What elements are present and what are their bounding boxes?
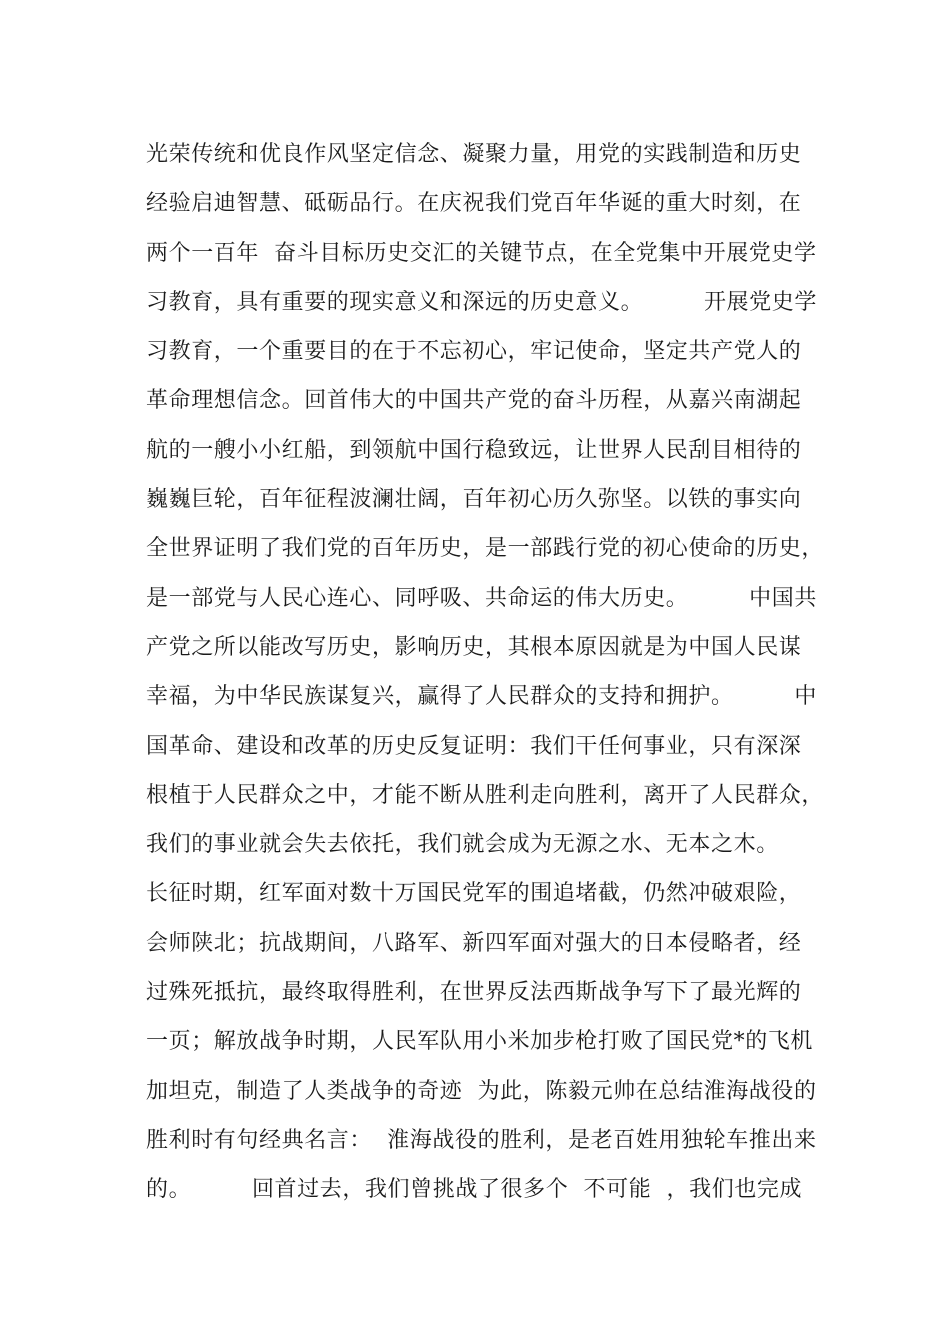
text-line: 会师陕北；抗战期间，八路军、新四军面对强大的日本侵略者，经 — [146, 930, 802, 956]
text-line: 的。 回首过去，我们曾挑战了很多个 不可能 ，我们也完成 — [146, 1177, 803, 1203]
text-line: 国革命、建设和改革的历史反复证明：我们干任何事业，只有深深 — [146, 733, 802, 759]
text-line: 革命理想信念。回首伟大的中国共产党的奋斗历程，从嘉兴南湖起 — [146, 388, 802, 414]
text-line: 产党之所以能改写历史，影响历史，其根本原因就是为中国人民谋 — [146, 634, 802, 660]
text-line: 经验启迪智慧、砥砺品行。在庆祝我们党百年华诞的重大时刻，在 — [146, 191, 802, 217]
text-line: 胜利时有句经典名言： 淮海战役的胜利，是老百姓用独轮车推出来 — [146, 1127, 817, 1153]
text-line: 航的一艘小小红船，到领航中国行稳致远，让世界人民刮目相待的 — [146, 437, 802, 463]
text-line: 过殊死抵抗，最终取得胜利，在世界反法西斯战争写下了最光辉的 — [146, 980, 802, 1006]
text-line: 全世界证明了我们党的百年历史，是一部践行党的初心使命的历史， — [146, 536, 825, 562]
text-line: 根植于人民群众之中，才能不断从胜利走向胜利，离开了人民群众， — [146, 782, 825, 808]
text-line: 长征时期，红军面对数十万国民党军的围追堵截，仍然冲破艰险， — [146, 881, 802, 907]
text-line: 一页；解放战争时期，人民军队用小米加步枪打败了国民党*的飞机 — [146, 1029, 814, 1055]
text-line: 巍巍巨轮，百年征程波澜壮阔，百年初心历久弥坚。以铁的事实向 — [146, 487, 802, 513]
text-line: 习教育，具有重要的现实意义和深远的历史意义。 开展党史学 — [146, 289, 817, 315]
text-line: 我们的事业就会失去依托，我们就会成为无源之水、无本之木。 — [146, 832, 779, 858]
body-text — [146, 130, 826, 1215]
text-line: 加坦克，制造了人类战争的奇迹 为此，陈毅元帅在总结淮海战役的 — [146, 1078, 817, 1104]
text-line: 习教育，一个重要目的在于不忘初心，牢记使命，坚定共产党人的 — [146, 339, 802, 365]
text-line: 两个一百年 奋斗目标历史交汇的关键节点，在全党集中开展党史学 — [146, 240, 817, 266]
text-line: 是一部党与人民心连心、同呼吸、共命运的伟大历史。 中国共 — [146, 585, 817, 611]
text-line: 光荣传统和优良作风坚定信念、凝聚力量，用党的实践制造和历史 — [146, 142, 802, 167]
text-line: 幸福，为中华民族谋复兴，赢得了人民群众的支持和拥护。 中 — [146, 684, 817, 710]
